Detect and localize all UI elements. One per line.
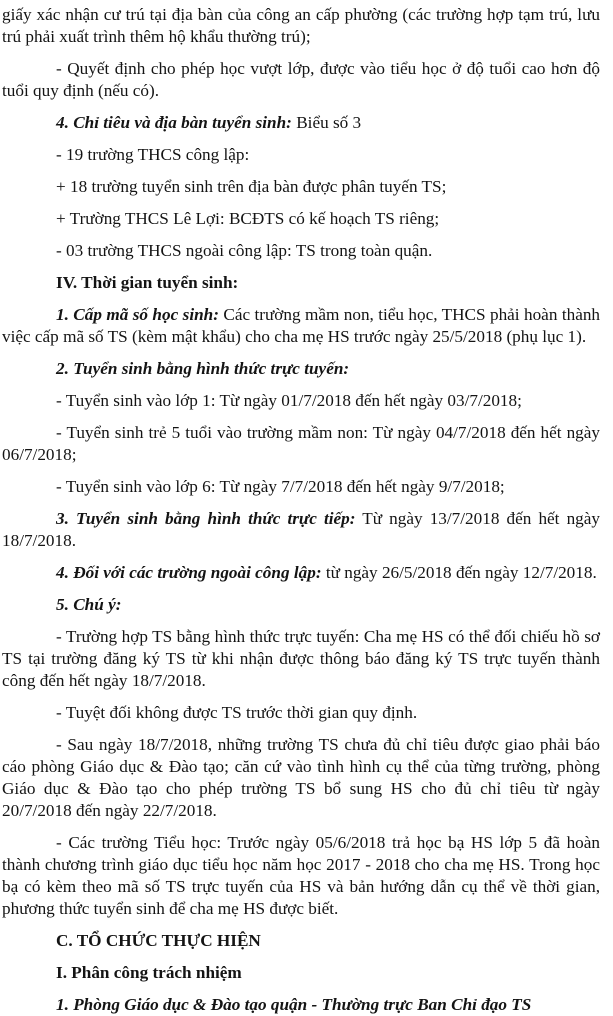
item-kindergarten: - Tuyển sinh trẻ 5 tuổi vào trường mầm non: Từ ngày 04/7/2018 đến hết ngày 06/7/2018; — [2, 423, 600, 464]
item-private-schools: - 03 trường THCS ngoài công lập: TS trong toàn quận. — [56, 241, 433, 260]
section-iv-heading: IV. Thời gian tuyển sinh: — [56, 273, 239, 292]
note-no-early-enrollment: - Tuyệt đối không được TS trước thời gian quy định. — [56, 703, 418, 722]
private-dates-label: 4. Đối với các trường ngoài công lập: — [56, 563, 322, 582]
item-public-schools: - 19 trường THCS công lập: — [56, 145, 250, 164]
item-grade-6: - Tuyển sinh vào lớp 6: Từ ngày 7/7/2018 đến hết ngày 9/7/2018; — [56, 477, 505, 496]
note-online-check: - Trường hợp TS bằng hình thức trực tuyến: Cha mẹ HS có thể đối chiếu hồ sơ TS tại trường đăng ký TS từ khi nhận được thông báo đăng ký TS trực tuyến thành công đến hết ngày 18/7/2018. — [2, 627, 600, 690]
paragraph-skip-grade: - Quyết định cho phép học vượt lớp, được vào tiểu học ở độ tuổi cao hơn độ tuổi quy định (nếu có). — [2, 59, 600, 100]
heading-quota-area-label: 4. Chỉ tiêu và địa bàn tuyển sinh: — [56, 113, 292, 132]
item-grade-1: - Tuyển sinh vào lớp 1: Từ ngày 01/7/2018 đến hết ngày 03/7/2018; — [56, 391, 522, 410]
direct-enrollment-text: Từ ngày 13/7/2018 đến hết ngày 18/7/2018. — [2, 509, 600, 550]
paragraph-student-code — [2, 304, 600, 348]
private-dates-text: từ ngày 26/5/2018 đến ngày 12/7/2018. — [321, 563, 597, 582]
item-le-loi-school: + Trường THCS Lê Lợi: BCĐTS có kế hoạch TS riêng; — [56, 209, 440, 228]
paragraph-private-dates — [2, 562, 600, 584]
document-body — [2, 4, 600, 1016]
student-code-label: 1. Cấp mã số học sinh: — [56, 305, 219, 324]
direct-enrollment-label: 3. Tuyển sinh bằng hình thức trực tiếp: — [56, 509, 356, 528]
student-code-text: Các trường mầm non, tiểu học, THCS phải hoàn thành việc cấp mã số TS (kèm mật khẩu) cho cha mẹ HS trước ngày 25/5/2018 (phụ lục 1). — [2, 305, 601, 346]
subsection-1-heading: 1. Phòng Giáo dục & Đào tạo quận - Thường trực Ban Chỉ đạo TS — [56, 995, 532, 1014]
item-18-schools: + 18 trường tuyển sinh trên địa bàn được phân tuyến TS; — [56, 177, 447, 196]
paragraph-residence-proof: giấy xác nhận cư trú tại địa bàn của công an cấp phường (các trường hợp tạm trú, lưu trú phải xuất trình thêm hộ khẩu thường trú); — [2, 5, 600, 46]
section-c-heading: C. TỔ CHỨC THỰC HIỆN — [56, 931, 261, 950]
paragraph-direct-enrollment — [2, 508, 600, 552]
note-primary-schools: - Các trường Tiểu học: Trước ngày 05/6/2018 trả học bạ HS lớp 5 đã hoàn thành chương trình giáo dục tiểu học năm học 2017 - 2018 cho cha mẹ HS. Trong học bạ có kèm theo mã số TS trực tuyến của HS và bản hướng dẫn cụ thể về thời gian, phương thức tuyển sinh để cha mẹ HS được biết. — [2, 833, 600, 918]
heading-quota-area — [2, 112, 600, 134]
heading-quota-area-text: Biểu số 3 — [291, 113, 362, 132]
section-i-heading: I. Phân công trách nhiệm — [56, 963, 242, 982]
heading-notes: 5. Chú ý: — [56, 595, 122, 614]
heading-online-enrollment: 2. Tuyển sinh bằng hình thức trực tuyến: — [56, 359, 350, 378]
note-after-deadline: - Sau ngày 18/7/2018, những trường TS chưa đủ chỉ tiêu được giao phải báo cáo phòng Giáo dục & Đào tạo; căn cứ vào tình hình cụ thể của từng trường, phòng Giáo dục & Đào tạo cho phép trường TS bổ sung HS cho đủ chỉ tiêu từ ngày 20/7/2018 đến ngày 22/7/2018. — [2, 735, 600, 820]
